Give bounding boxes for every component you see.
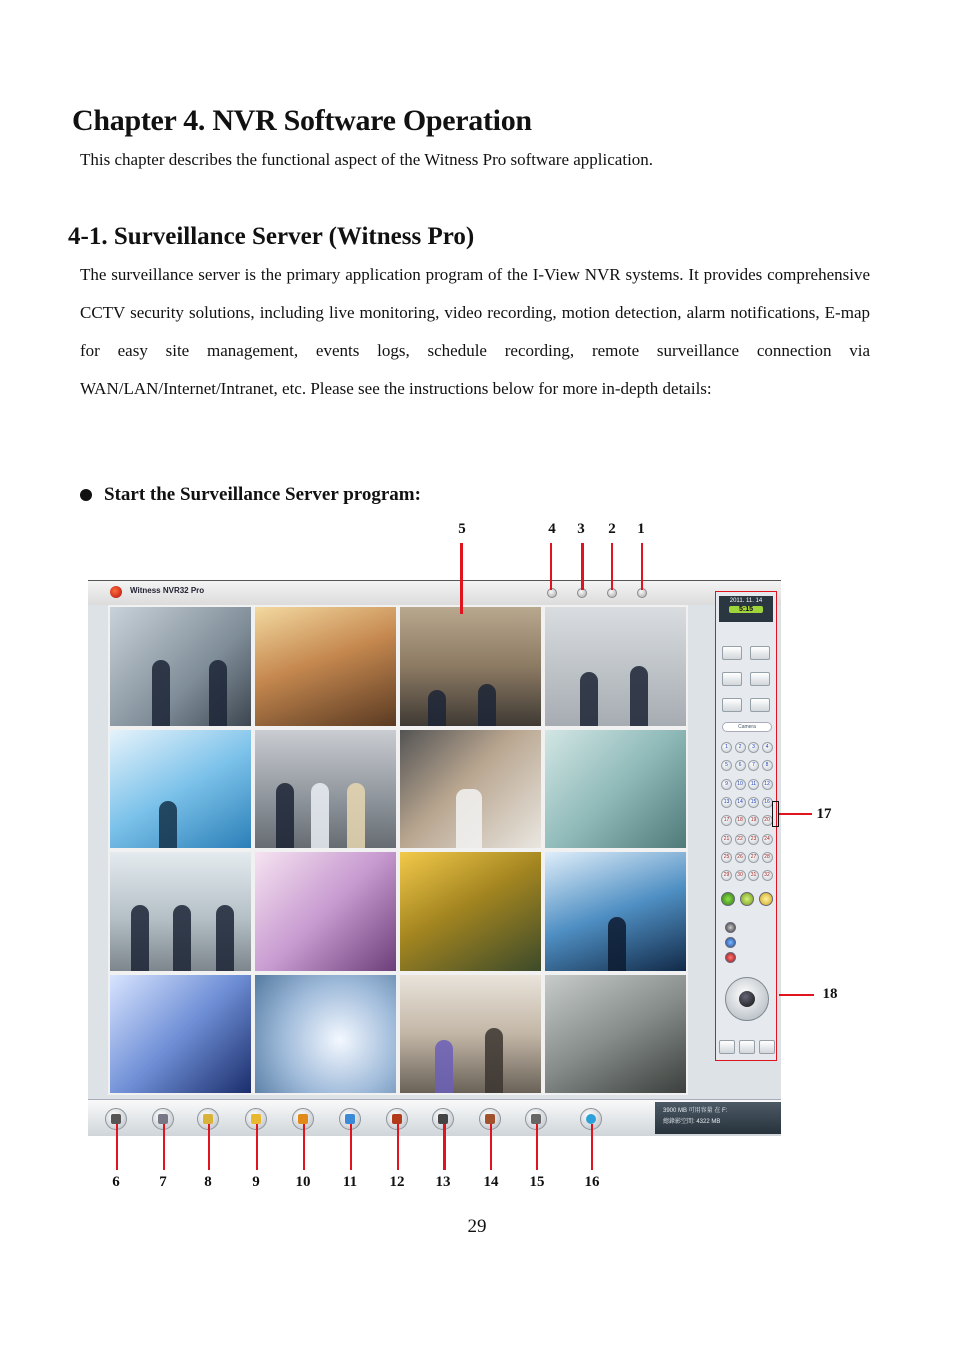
leader-line-13 xyxy=(443,1124,446,1170)
leader-line-8 xyxy=(208,1124,210,1170)
camera-18-button[interactable]: 18 xyxy=(735,815,746,826)
callout-6: 6 xyxy=(112,1174,120,1190)
layout-16-button[interactable] xyxy=(722,698,742,712)
layout-6-button[interactable] xyxy=(722,672,742,686)
callout-15: 15 xyxy=(529,1174,545,1190)
callout-2: 2 xyxy=(608,521,616,537)
camera-14-button[interactable]: 14 xyxy=(735,797,746,808)
layout-4-button[interactable] xyxy=(750,646,770,660)
tools-icon[interactable] xyxy=(739,1040,755,1054)
camera-view-6[interactable] xyxy=(255,730,396,849)
leader-line-9 xyxy=(256,1124,258,1170)
camera-15-button[interactable]: 15 xyxy=(748,797,759,808)
leader-line-3 xyxy=(581,543,584,590)
chapter-title: Chapter 4. NVR Software Operation xyxy=(72,104,532,137)
camera-23-button[interactable]: 23 xyxy=(748,834,759,845)
camera-19-button[interactable]: 19 xyxy=(748,815,759,826)
section-title: 4-1. Surveillance Server (Witness Pro) xyxy=(68,223,475,250)
layout-full-button[interactable] xyxy=(750,698,770,712)
camera-view-4[interactable] xyxy=(545,607,686,726)
zoom-icon[interactable] xyxy=(725,922,736,933)
camera-view-15[interactable] xyxy=(400,975,541,1094)
date-clock xyxy=(719,596,773,622)
camera-11-button[interactable]: 11 xyxy=(748,779,759,790)
camera-24-button[interactable]: 24 xyxy=(762,834,773,845)
camera-view-16[interactable] xyxy=(545,975,686,1094)
callout-9: 9 xyxy=(252,1174,260,1190)
disk-total-text: 總錄影空間: 4322 MB xyxy=(663,1119,721,1125)
camera-5-button[interactable]: 5 xyxy=(721,760,732,771)
control-panel xyxy=(715,591,777,1061)
layout-9-button[interactable] xyxy=(750,672,770,686)
camera-25-button[interactable]: 25 xyxy=(721,852,732,863)
monitor-icon[interactable] xyxy=(759,1040,775,1054)
leader-line-16 xyxy=(591,1124,593,1170)
camera-1-button[interactable]: 1 xyxy=(721,742,732,753)
leader-line-12 xyxy=(397,1124,399,1170)
callout-17-bracket xyxy=(772,801,779,827)
leader-line-2 xyxy=(611,543,613,590)
camera-13-button[interactable]: 13 xyxy=(721,797,732,808)
camera-view-14[interactable] xyxy=(255,975,396,1094)
schedule-button[interactable] xyxy=(759,892,773,906)
camera-22-button[interactable]: 22 xyxy=(735,834,746,845)
callout-7: 7 xyxy=(159,1174,167,1190)
camera-6-button[interactable]: 6 xyxy=(735,760,746,771)
camera-12-button[interactable]: 12 xyxy=(762,779,773,790)
leader-line-4 xyxy=(550,543,552,590)
camera-31-button[interactable]: 31 xyxy=(748,870,759,881)
page-number: 29 xyxy=(467,1216,487,1237)
ptz-direction-pad[interactable] xyxy=(725,977,769,1021)
bullet-dot-icon xyxy=(80,489,92,501)
callout-11: 11 xyxy=(342,1174,358,1190)
bullet-item xyxy=(80,484,421,506)
menu-button[interactable] xyxy=(547,588,557,598)
ptz-center-button[interactable] xyxy=(739,991,755,1007)
leader-line-18 xyxy=(779,994,814,996)
camera-7-button[interactable]: 7 xyxy=(748,760,759,771)
camera-30-button[interactable]: 30 xyxy=(735,870,746,881)
leader-line-15 xyxy=(536,1124,538,1170)
disk-free-text: 3900 MB 可用容量 在 F: xyxy=(663,1108,728,1114)
callout-16: 16 xyxy=(584,1174,600,1190)
callout-13: 13 xyxy=(435,1174,451,1190)
camera-29-button[interactable]: 29 xyxy=(721,870,732,881)
camera-32-button[interactable]: 32 xyxy=(762,870,773,881)
record-green-button[interactable] xyxy=(721,892,735,906)
camera-2-button[interactable]: 2 xyxy=(735,742,746,753)
camera-17-button[interactable]: 17 xyxy=(721,815,732,826)
layout-1-button[interactable] xyxy=(722,646,742,660)
app-title: Witness NVR32 Pro xyxy=(130,586,205,595)
edit-button[interactable] xyxy=(740,892,754,906)
app-titlebar xyxy=(88,581,781,605)
leader-line-10 xyxy=(303,1124,305,1170)
leader-line-11 xyxy=(350,1124,352,1170)
callout-8: 8 xyxy=(204,1174,212,1190)
callout-14: 14 xyxy=(483,1174,499,1190)
callout-5: 5 xyxy=(458,521,466,537)
bullet-text: Start the Surveillance Server program: xyxy=(104,484,421,505)
video-grid xyxy=(108,605,688,1095)
camera-view-11[interactable] xyxy=(400,852,541,971)
app-screenshot xyxy=(88,580,781,1134)
camera-view-9[interactable] xyxy=(110,852,251,971)
camera-view-7[interactable] xyxy=(400,730,541,849)
callout-12: 12 xyxy=(389,1174,405,1190)
iris-icon[interactable] xyxy=(725,952,736,963)
callout-4: 4 xyxy=(548,521,556,537)
camera-4-button[interactable]: 4 xyxy=(762,742,773,753)
camera-view-5[interactable] xyxy=(110,730,251,849)
camera-27-button[interactable]: 27 xyxy=(748,852,759,863)
bottom-toolbar xyxy=(88,1099,781,1136)
camera-9-button[interactable]: 9 xyxy=(721,779,732,790)
callout-10: 10 xyxy=(295,1174,311,1190)
users-icon[interactable] xyxy=(719,1040,735,1054)
chapter-intro: This chapter describes the functional aspect of the Witness Pro software application. xyxy=(80,150,654,169)
camera-view-13[interactable] xyxy=(110,975,251,1094)
leader-line-17 xyxy=(779,813,812,815)
camera-28-button[interactable]: 28 xyxy=(762,852,773,863)
camera-view-3[interactable] xyxy=(400,607,541,726)
callout-1: 1 xyxy=(637,521,645,537)
camera-21-button[interactable]: 21 xyxy=(721,834,732,845)
camera-8-button[interactable]: 8 xyxy=(762,760,773,771)
camera-view-10[interactable] xyxy=(255,852,396,971)
leader-line-6 xyxy=(116,1124,118,1170)
camera-view-2[interactable] xyxy=(255,607,396,726)
leader-line-5 xyxy=(460,543,463,614)
date-display: 2011. 11. 14 xyxy=(729,598,763,604)
camera-selector[interactable]: Camera xyxy=(722,722,772,732)
camera-view-1[interactable] xyxy=(110,607,251,726)
camera-view-12[interactable] xyxy=(545,852,686,971)
camera-view-8[interactable] xyxy=(545,730,686,849)
leader-line-14 xyxy=(490,1124,492,1170)
camera-16-button[interactable]: 16 xyxy=(762,797,773,808)
callout-17: 17 xyxy=(816,806,832,822)
section-body: The surveillance server is the primary application program of the I-View NVR systems. It provides comprehensive CCTV security solutions, including live monitoring, video recording, motion detection, alarm notifications, E-map for easy site management, events logs, schedule recording, remote surveillance connection via WAN/LAN/Internet/Intranet, etc. Please see the instructions below for more in-depth details: xyxy=(80,265,870,398)
disk-info-panel xyxy=(655,1102,781,1134)
camera-3-button[interactable]: 3 xyxy=(748,742,759,753)
camera-10-button[interactable]: 10 xyxy=(735,779,746,790)
camera-20-button[interactable]: 20 xyxy=(762,815,773,826)
app-logo-icon xyxy=(110,586,122,598)
leader-line-7 xyxy=(163,1124,165,1170)
camera-26-button[interactable]: 26 xyxy=(735,852,746,863)
focus-icon[interactable] xyxy=(725,937,736,948)
leader-line-1 xyxy=(641,543,643,590)
clock-display: 5:15 xyxy=(729,606,763,613)
callout-3: 3 xyxy=(577,521,585,537)
callout-18: 18 xyxy=(822,986,838,1002)
